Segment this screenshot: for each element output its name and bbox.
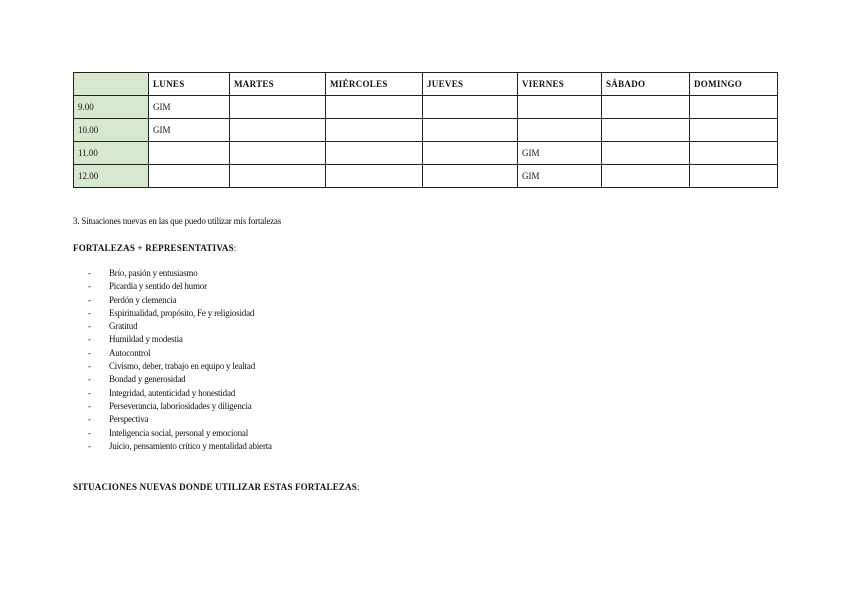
table-cell [149, 165, 230, 188]
header-sabado: SÁBADO [602, 73, 690, 96]
table-cell [423, 165, 518, 188]
bullet-dash: - [88, 400, 91, 411]
table-cell [602, 119, 690, 142]
list-item [88, 294, 272, 307]
list-item-text: Humildad y modestia [109, 334, 183, 345]
header-corner-cell [74, 73, 149, 96]
list-item-text: Espiritualidad, propósito, Fe y religiosidad [109, 307, 255, 318]
bullet-dash: - [88, 414, 91, 425]
table-cell [690, 142, 778, 165]
list-item [88, 413, 272, 426]
table-cell [326, 142, 423, 165]
list-item-text: Perspectiva [109, 414, 149, 425]
table-cell: GIM [518, 165, 602, 188]
header-domingo: DOMINGO [690, 73, 778, 96]
table-cell [690, 119, 778, 142]
bullet-dash: - [88, 361, 91, 372]
list-item-text: Autocontrol [109, 347, 151, 358]
list-item-text: Picardía y sentido del humor [109, 281, 207, 292]
list-item-text: Perseverancia, laboriosidades y diligencia [109, 400, 252, 411]
table-cell [423, 119, 518, 142]
list-item [88, 400, 272, 413]
table-cell [602, 142, 690, 165]
table-cell [423, 142, 518, 165]
header-jueves: JUEVES [423, 73, 518, 96]
list-item [88, 307, 272, 320]
table-row [74, 142, 778, 165]
table-cell: GIM [149, 96, 230, 119]
list-item-text: Inteligencia social, personal y emocional [109, 427, 248, 438]
table-cell [230, 142, 326, 165]
list-item-text: Bondad y generosidad [109, 374, 186, 385]
list-item-text: Perdón y clemencia [109, 294, 177, 305]
table-cell [326, 119, 423, 142]
weekly-schedule-table [73, 72, 778, 188]
table-row [74, 165, 778, 188]
bullet-dash: - [88, 347, 91, 358]
heading-colon: : [357, 482, 360, 492]
list-item [88, 320, 272, 333]
list-item [88, 267, 272, 280]
table-cell [518, 119, 602, 142]
table-cell [602, 96, 690, 119]
table-cell [690, 165, 778, 188]
table-cell: GIM [518, 142, 602, 165]
section-3-text: 3. Situaciones nuevas en las que puedo utilizar mis fortalezas [73, 216, 282, 226]
table-cell [230, 119, 326, 142]
bullet-dash: - [88, 321, 91, 332]
time-cell: 10.00 [74, 119, 149, 142]
header-viernes: VIERNES [518, 73, 602, 96]
list-item-text: Civismo, deber, trabajo en equipo y lealtad [109, 361, 255, 372]
list-item-text: Integridad, autenticidad y honestidad [109, 387, 236, 398]
bullet-dash: - [88, 281, 91, 292]
heading-colon: : [233, 243, 237, 253]
header-lunes: LUNES [149, 73, 230, 96]
header-miercoles: MIÉRCOLES [326, 73, 423, 96]
list-item [88, 387, 272, 400]
fortalezas-heading [73, 243, 237, 253]
bullet-dash: - [88, 307, 91, 318]
table-row [74, 119, 778, 142]
bullet-dash: - [88, 440, 91, 451]
time-cell: 11.00 [74, 142, 149, 165]
bullet-dash: - [88, 387, 91, 398]
bullet-dash: - [88, 294, 91, 305]
table-cell [230, 165, 326, 188]
list-item-text: Gratitud [109, 321, 138, 332]
table-cell [230, 96, 326, 119]
time-cell: 9.00 [74, 96, 149, 119]
list-item [88, 347, 272, 360]
table-header-row [74, 73, 778, 96]
table-cell [423, 96, 518, 119]
table-cell [518, 96, 602, 119]
table-cell: GIM [149, 119, 230, 142]
bullet-dash: - [88, 334, 91, 345]
list-item [88, 373, 272, 386]
fortalezas-heading-text: FORTALEZAS + REPRESENTATIVAS [73, 243, 234, 253]
bullet-dash: - [88, 374, 91, 385]
table-cell [149, 142, 230, 165]
header-martes: MARTES [230, 73, 326, 96]
bullet-dash: - [88, 427, 91, 438]
list-item [88, 360, 272, 373]
table-cell [690, 96, 778, 119]
list-item [88, 280, 272, 293]
bullet-dash: - [88, 268, 91, 278]
list-item [88, 440, 272, 453]
list-item-text: Brío, pasión y entusiasmo [109, 268, 198, 278]
table-row [74, 96, 778, 119]
table-cell [326, 96, 423, 119]
list-item [88, 427, 272, 440]
table-cell [602, 165, 690, 188]
situaciones-heading-text: SITUACIONES NUEVAS DONDE UTILIZAR ESTAS FORTALEZAS [73, 482, 358, 492]
time-cell: 12.00 [74, 165, 149, 188]
table-cell [326, 165, 423, 188]
list-item-text: Juicio, pensamiento crítico y mentalidad abierta [109, 440, 272, 451]
strengths-list [88, 267, 272, 453]
situaciones-heading [73, 482, 360, 492]
list-item [88, 333, 272, 346]
